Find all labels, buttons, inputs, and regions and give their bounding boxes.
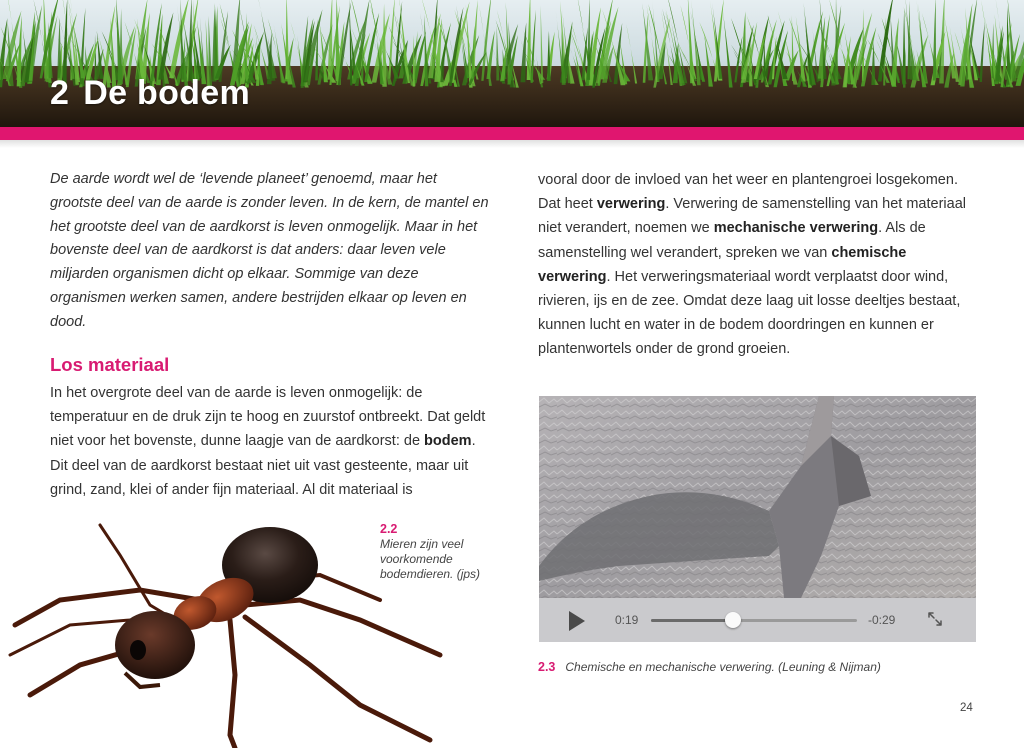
header-accent-bar [0, 127, 1024, 140]
video-controls [539, 598, 976, 642]
body-paragraph [50, 381, 490, 503]
progress-track[interactable] [651, 619, 857, 622]
intro-paragraph: De aarde wordt wel de ‘levende planeet’ genoemd, maar het grootste deel van de aarde is zonder leven. In de kern, de mantel en het grootste deel van de aardkorst is leven onmogelijk. Maar in het bovenste deel van de aardkorst is dat anders: daar leven vele miljarden organismen dicht op elkaar. Sommige van deze organismen werken samen, andere bestrijden elkaar op leven en dood. [50, 171, 489, 330]
right-column-paragraph [538, 168, 978, 362]
video-player[interactable] [539, 396, 976, 642]
fullscreen-icon[interactable] [926, 610, 944, 628]
figure-2-2-number: 2.2 [380, 522, 398, 536]
term-mechanische-verwering: mechanische verwering [713, 220, 879, 237]
chapter-number: 2 [50, 74, 70, 112]
term-chemische-verwering: chemische verwering [538, 244, 907, 285]
figure-2-3-caption [538, 660, 881, 674]
figure-2-2-caption [380, 522, 510, 582]
progress-fill [651, 619, 733, 622]
chapter-header-banner [0, 0, 1024, 127]
body-text-part2: . Dit deel van de aardkorst bestaat niet uit vast gesteente, maar uit grind, zand, klei of ander fijn materiaal. Al dit materiaal is [50, 433, 476, 499]
chapter-title-text: De bodem [83, 74, 250, 112]
right-text-part4: . Het verweringsmateriaal wordt verplaatst door wind, rivieren, ijs en de zee. Omdat deze laag uit losse deeltjes bestaat, kunnen lucht en water in de bodem doordringen en kunnen er plantenwortels onder de grond groeien. [538, 268, 961, 358]
term-verwering: verwering [596, 196, 666, 213]
page-number: 24 [960, 702, 973, 714]
figure-2-3-number: 2.3 [538, 660, 556, 674]
right-text-part1: vooral door de invloed van het weer en plantengroei losgekomen. Dat heet [538, 172, 958, 213]
right-text-part3: . Als de samenstelling wel verandert, spreken we van [538, 220, 926, 261]
video-frame-weathering-rock [539, 396, 976, 598]
chapter-title [50, 74, 250, 113]
term-bodem: bodem [424, 433, 472, 450]
figure-2-3-text: Chemische en mechanische verwering. (Leuning & Nijman) [565, 660, 881, 674]
remaining-time: -0:29 [868, 613, 896, 627]
section-heading-los-materiaal: Los materiaal [50, 353, 170, 375]
left-column [50, 168, 490, 503]
body-text-part1: In het overgrote deel van de aarde is leven onmogelijk: de temperatuur en de druk zijn te hoog en zuurstof ontbreekt. Dat geldt niet voor het bovenste, dunne laagje van de aardkorst: de [50, 384, 486, 450]
header-shadow [0, 140, 1024, 148]
progress-scrubber-handle[interactable] [725, 612, 741, 628]
figure-2-2-text: Mieren zijn veel voorkomende bodemdieren. (jps) [380, 537, 481, 581]
play-icon[interactable] [569, 611, 585, 631]
right-text-part2: . Verwering de samenstelling van het materiaal niet verandert, noemen we [538, 196, 966, 237]
current-time: 0:19 [615, 613, 639, 627]
